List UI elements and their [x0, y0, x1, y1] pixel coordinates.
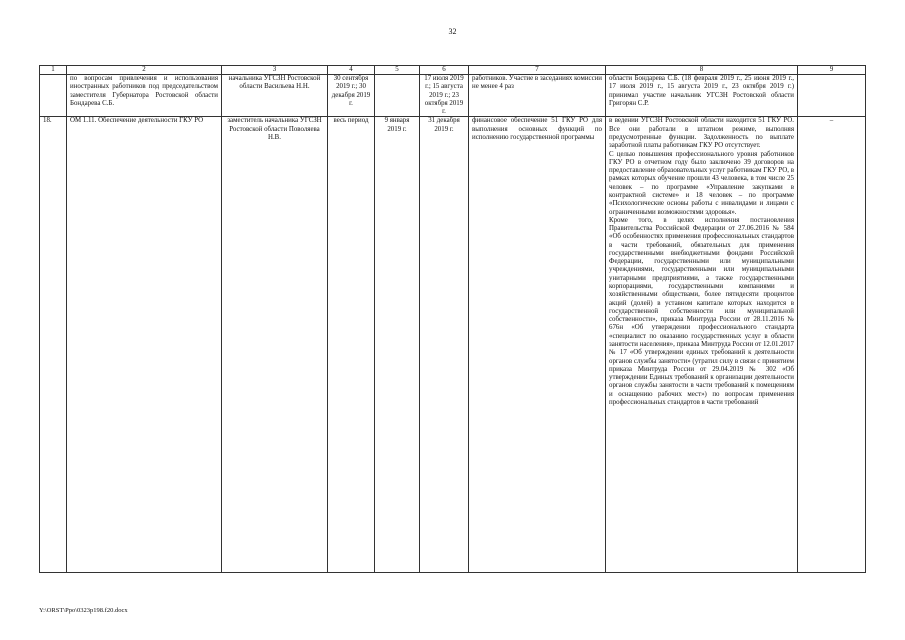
responsible-person: заместитель начальника УГСЗН Ростовской области Поволяева Н.В. [222, 117, 328, 573]
column-number: 3 [222, 66, 328, 75]
actual-start-date [375, 75, 420, 117]
column-number: 9 [798, 66, 866, 75]
measure-name: ОМ 1.11. Обеспечение деятельности ГКУ РО [67, 117, 222, 573]
planned-period: 30 сентября 2019 г.; 30 декабря 2019 г. [328, 75, 375, 117]
table-row [40, 75, 866, 117]
planned-period: весь период [328, 117, 375, 573]
responsible-person: начальника УГСЗН Ростовской области Васильева Н.Н. [222, 75, 328, 117]
column-number: 2 [67, 66, 222, 75]
page-number: 32 [448, 27, 457, 36]
column-number: 5 [375, 66, 420, 75]
result-paragraph: в ведении УГСЗН Ростовской области находится 51 ГКУ РО. Все они работали в штатном режиме, выполняя предусмотренные функции. Задолженность по выплате заработной платы работникам ГКУ РО отсутствует. [609, 117, 794, 150]
actual-start-date: 9 января 2019 г. [375, 117, 420, 573]
column-number: 7 [469, 66, 606, 75]
actual-result [606, 117, 798, 573]
planned-result: финансовое обеспечение 51 ГКУ РО для выполнения основных функций по исполнению государственной программы [469, 117, 606, 573]
column-number: 8 [606, 66, 798, 75]
problems-note: – [798, 117, 866, 573]
column-number: 4 [328, 66, 375, 75]
column-number: 6 [420, 66, 469, 75]
column-number: 1 [40, 66, 67, 75]
actual-end-date: 31 декабря 2019 г. [420, 117, 469, 573]
result-paragraph: С целью повышения профессионального уровня работников ГКУ РО в отчетном году было заключено 39 договоров на предоставление образовательных услуг работникам ГКУ РО, в рамках которых обучение прошли 43 человека, в том числе 25 человек – по программе «Управление закупками в контрактной системе» и 18 человек – по программе «Психологические основы работы с инвалидами и лицами с ограниченными возможностями здоровья». [609, 150, 794, 216]
row-number [40, 75, 67, 117]
measure-name: по вопросам привлечения и использования иностранных работников под председательством заместителя Губернатора Ростовской области Бондарева С.Б. [67, 75, 222, 117]
actual-end-date: 17 июля 2019 г.; 15 августа 2019 г.; 23 октября 2019 г. [420, 75, 469, 117]
column-number-row [40, 66, 866, 75]
planned-result: работников. Участие в заседаниях комиссии не менее 4 раз [469, 75, 606, 117]
result-paragraph: области Бондарева С.Б. (18 февраля 2019 г., 25 июня 2019 г., 17 июля 2019 г., 15 августа 2019 г., 23 октября 2019 г.) принимал участие начальник УГСЗН Ростовской области Григорян С.Р. [609, 75, 794, 107]
table-row [40, 117, 866, 573]
problems-note [798, 75, 866, 117]
footer-file-path: Y:\ORST\Ppo\0323p198.f20.docx [39, 607, 128, 614]
row-number: 18. [40, 117, 67, 573]
report-table [39, 65, 866, 573]
actual-result [606, 75, 798, 117]
result-paragraph: Кроме того, в целях исполнения постановления Правительства Российской Федерации от 27.06.2016 № 584 «Об особенностях применения профессиональных стандартов в части требований, обязательных для применения государственными внебюджетными фондами Российской Федерации, государственными или муниципальными учреждениями, государственными или муниципальными унитарными предприятиями, а также государственными корпорациями, государственными компаниями и хозяйственными обществами, более пятидесяти процентов акций (долей) в уставном капитале которых находится в государственной собственности или муниципальной собственности», приказа Минтруда России от 28.11.2016 № 676н «Об утверждении профессионального стандарта «специалист по оказанию государственных услуг в области занятости населения», приказа Минтруда России от 12.01.2017 № 17 «Об утверждении единых требований к деятельности органов службы занятости» (утратил силу в связи с принятием приказа Минтруда России от 29.04.2019 № 302 «Об утверждении Единых требований к организации деятельности органов службы занятости в части требований к помещениям и оснащению рабочих мест») по вопросам применения профессиональных стандартов в части требований [609, 216, 794, 406]
